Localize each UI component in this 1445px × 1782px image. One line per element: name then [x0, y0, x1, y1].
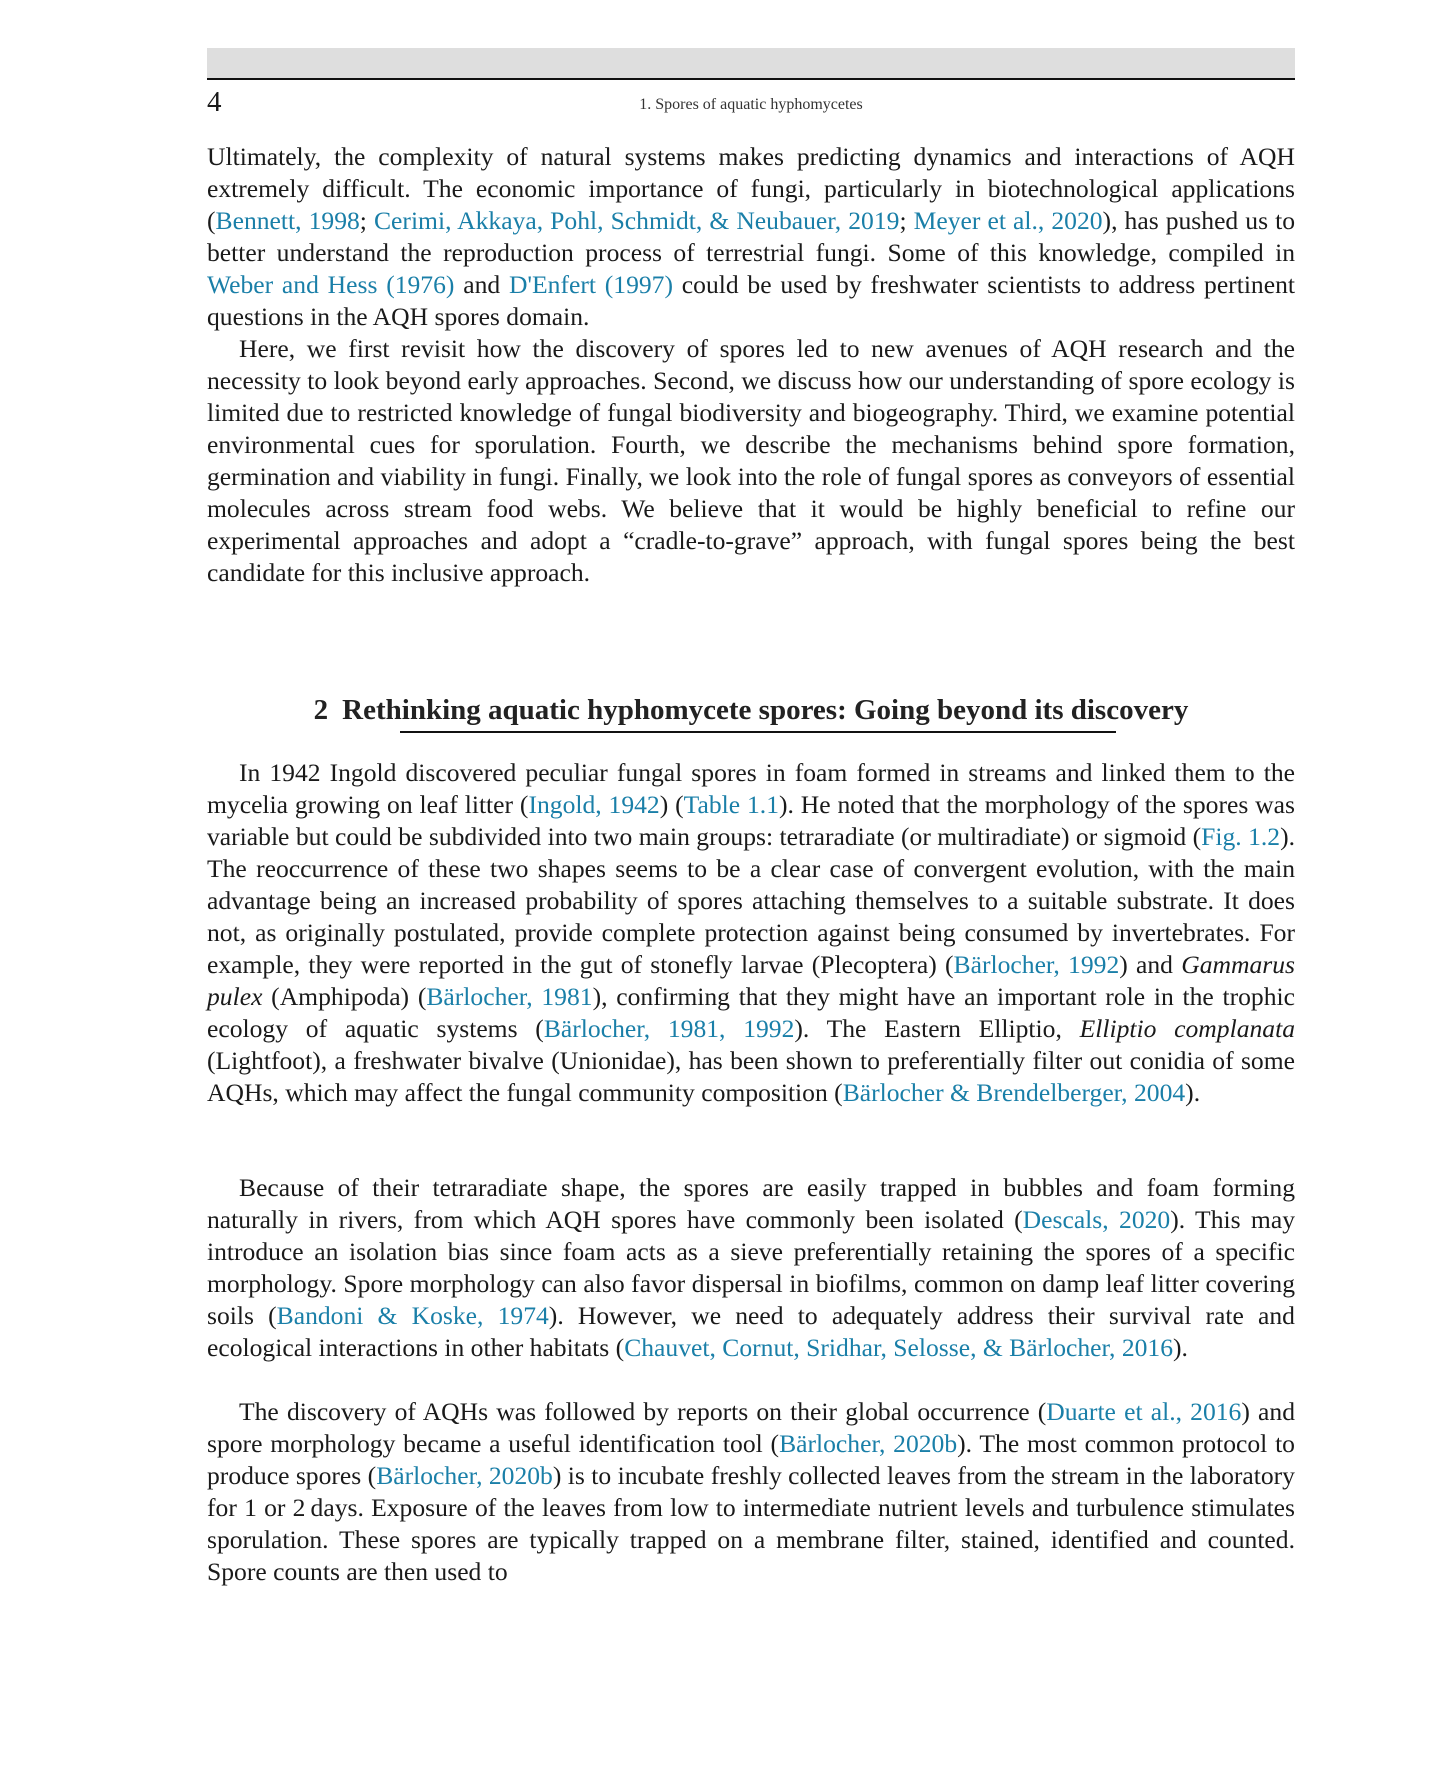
- citation-link[interactable]: Meyer et al., 2020: [913, 206, 1103, 235]
- citation-link[interactable]: D'Enfert (1997): [508, 270, 674, 299]
- running-title: 1. Spores of aquatic hyphomycetes: [639, 96, 863, 113]
- citation-link[interactable]: Bärlocher, 2020b: [779, 1429, 958, 1458]
- paragraph-discovery: In 1942 Ingold discovered peculiar fungal spores in foam formed in streams and linked them to the mycelia growing on leaf litter (Ingold, 1942) (Table 1.1). He noted that the morphology of the spores was variable but could be subdivided into two main groups: tetraradiate (or multiradiate) or sigmoid (Fig. 1.2). The reoccurrence of these two shapes seems to be a clear case of convergent evolution, with the main advantage being an increased probability of spores attaching themselves to a suitable substrate. It does not, as originally postulated, provide complete protection against being consumed by invertebrates. For example, they were reported in the gut of stonefly larvae (Plecoptera) (Bärlocher, 1992) and Gammarus pulex (Amphipoda) (Bärlocher, 1981), confirming that they might have an important role in the trophic ecology of aquatic systems (Bärlocher, 1981, 1992). The Eastern Elliptio, Elliptio complanata (Lightfoot), a freshwater bivalve (Unionidae), has been shown to preferentially filter out conidia of some AQHs, which may affect the fungal community composition (Bärlocher & Brendelberger, 2004).: [207, 758, 1295, 1107]
- citation-link[interactable]: Bärlocher & Brendelberger, 2004: [842, 1078, 1186, 1107]
- section-number: 2: [313, 694, 329, 726]
- citation-link[interactable]: Chauvet, Cornut, Sridhar, Selosse, & Bärlocher, 2016: [624, 1333, 1174, 1362]
- citation-link[interactable]: Bärlocher, 1981: [426, 982, 593, 1011]
- paragraph-morphology: Because of their tetraradiate shape, the spores are easily trapped in bubbles and foam forming naturally in rivers, from which AQH spores have commonly been isolated (Descals, 2020). This may introduce an isolation bias since foam acts as a sieve preferentially retaining the spores of a specific morphology. Spore morphology can also favor dispersal in biofilms, common on damp leaf litter covering soils (Bandoni & Koske, 1974). However, we need to adequately address their survival rate and ecological interactions in other habitats (Chauvet, Cornut, Sridhar, Selosse, & Bärlocher, 2016).: [207, 1173, 1295, 1362]
- table-link[interactable]: Table 1.1: [683, 790, 779, 819]
- citation-link[interactable]: Bärlocher, 1981, 1992: [543, 1014, 795, 1043]
- section-rule: [400, 731, 1116, 733]
- header-rule: [207, 78, 1295, 80]
- citation-link[interactable]: Bennett, 1998: [215, 206, 360, 235]
- paragraph-protocol: The discovery of AQHs was followed by reports on their global occurrence (Duarte et al., 2016) and spore morphology became a useful identification tool (Bärlocher, 2020b). The most common protocol to produce spores (Bärlocher, 2020b) is to incubate freshly collected leaves from the stream in the laboratory for 1 or 2 days. Exposure of the leaves from low to intermediate nutrient levels and turbulence stimulates sporulation. These spores are typically trapped on a membrane filter, stained, identified and counted. Spore counts are then used to: [207, 1397, 1295, 1586]
- paragraph-outline: Here, we first revisit how the discovery of spores led to new avenues of AQH research and the necessity to look beyond early approaches. Second, we discuss how our understanding of spore ecology is limited due to restricted knowledge of fungal biodiversity and biogeography. Third, we examine potential environmental cues for sporulation. Fourth, we describe the mechanisms behind spore formation, germination and viability in fungi. Finally, we look into the role of fungal spores as conveyors of essential molecules across stream food webs. We believe that it would be highly beneficial to refine our experimental approaches and adopt a “cradle-to-grave” approach, with fungal spores being the best candidate for this inclusive approach.: [207, 334, 1295, 587]
- header-band: [207, 48, 1295, 78]
- citation-link[interactable]: Duarte et al., 2016: [1046, 1397, 1242, 1426]
- citation-link[interactable]: Descals, 2020: [1022, 1205, 1171, 1234]
- paragraph-intro: Ultimately, the complexity of natural systems makes predicting dynamics and interactions of AQH extremely difficult. The economic importance of fungi, particularly in biotechnological applications (Bennett, 1998; Cerimi, Akkaya, Pohl, Schmidt, & Neubauer, 2019; Meyer et al., 2020), has pushed us to better understand the reproduction process of terrestrial fungi. Some of this knowledge, compiled in Weber and Hess (1976) and D'Enfert (1997) could be used by freshwater scientists to address pertinent questions in the AQH spores domain.: [207, 142, 1296, 331]
- section-heading: [207, 690, 1295, 730]
- section-title: Rethinking aquatic hyphomycete spores: Going beyond its discovery: [342, 694, 1189, 726]
- page-number: 4: [207, 86, 222, 118]
- citation-link[interactable]: Bärlocher, 2020b: [376, 1461, 553, 1490]
- citation-link[interactable]: Bandoni & Koske, 1974: [276, 1301, 549, 1330]
- citation-link[interactable]: Cerimi, Akkaya, Pohl, Schmidt, & Neubauer, 2019: [373, 206, 900, 235]
- citation-link[interactable]: Weber and Hess (1976): [207, 270, 455, 299]
- citation-link[interactable]: Ingold, 1942: [528, 790, 660, 819]
- species-name: Elliptio complanata: [1079, 1014, 1295, 1043]
- citation-link[interactable]: Bärlocher, 1992: [953, 950, 1120, 979]
- figure-link[interactable]: Fig. 1.2: [1201, 822, 1281, 851]
- species-name: Gammarus pulex: [207, 950, 1295, 1011]
